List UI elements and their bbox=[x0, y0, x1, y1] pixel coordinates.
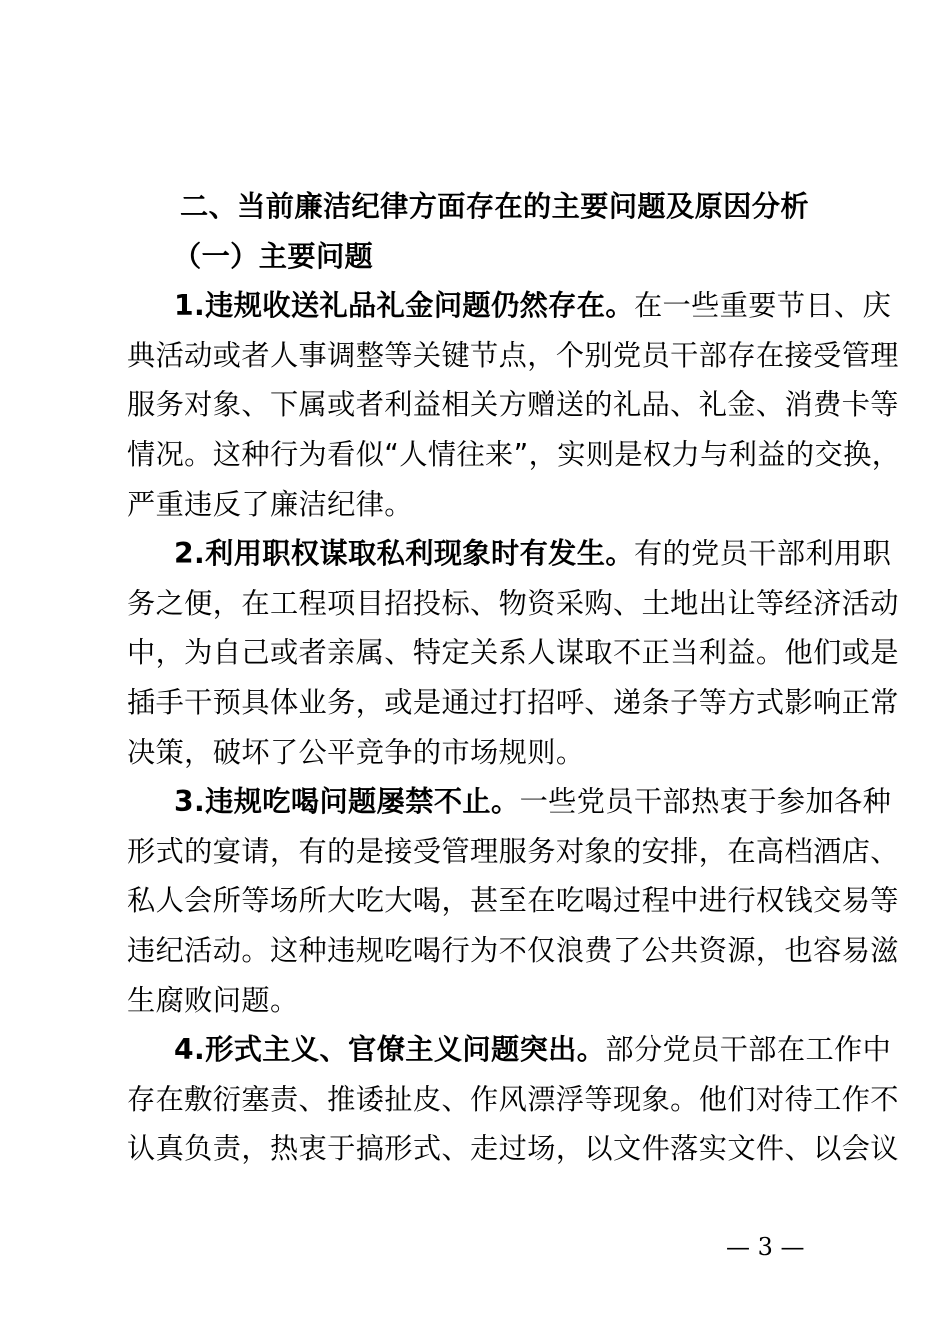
paragraph-line: 插手干预具体业务，或是通过打招呼、递条子等方式影响正常 bbox=[127, 685, 899, 719]
paragraph-line: 服务对象、下属或者利益相关方赠送的礼品、礼金、消费卡等 bbox=[127, 388, 899, 422]
paragraph-lead: 2.利用职权谋取私利现象时有发生。 bbox=[174, 537, 634, 571]
paragraph-text: 有的党员干部利用职 bbox=[633, 537, 892, 571]
paragraph-line: 存在敷衍塞责、推诿扯皮、作风漂浮等现象。他们对待工作不 bbox=[127, 1082, 899, 1116]
section-heading: 二、当前廉洁纪律方面存在的主要问题及原因分析 bbox=[180, 190, 809, 223]
paragraph-line: 典活动或者人事调整等关键节点，个别党员干部存在接受管理 bbox=[127, 338, 899, 372]
paragraph-lead: 4.形式主义、官僚主义问题突出。 bbox=[174, 1033, 606, 1067]
paragraph-line: 私人会所等场所大吃大喝，甚至在吃喝过程中进行权钱交易等 bbox=[127, 884, 899, 918]
document-body bbox=[127, 182, 901, 1174]
paragraph-first-line bbox=[127, 281, 892, 331]
paragraph-lead: 1.违规收送礼品礼金问题仍然存在。 bbox=[174, 289, 634, 323]
paragraph-line: 务之便，在工程项目招投标、物资采购、土地出让等经济活动 bbox=[127, 586, 899, 620]
paragraph-first-line bbox=[127, 529, 892, 579]
paragraph-line: 生腐败问题。 bbox=[127, 983, 299, 1017]
paragraph-text: 部分党员干部在工作中 bbox=[605, 1033, 892, 1067]
subsection-heading: （一）主要问题 bbox=[173, 239, 374, 273]
paragraph-lead: 3.违规吃喝问题屡禁不止。 bbox=[174, 785, 520, 819]
paragraph-line: 形式的宴请，有的是接受管理服务对象的安排，在高档酒店、 bbox=[127, 834, 899, 868]
paragraph-item-2 bbox=[127, 529, 899, 777]
paragraph-line: 情况。这种行为看似“人情往来”，实则是权力与利益的交换， bbox=[127, 437, 901, 471]
page-number: — 3 — bbox=[726, 1233, 805, 1261]
paragraph-line: 决策，破坏了公平竞争的市场规则。 bbox=[127, 735, 585, 769]
paragraph-item-1 bbox=[127, 281, 901, 529]
paragraph-first-line bbox=[127, 777, 892, 827]
paragraph-item-3 bbox=[127, 777, 899, 1025]
paragraph-line: 认真负责，热衷于搞形式、走过场，以文件落实文件、以会议 bbox=[127, 1132, 899, 1166]
paragraph-line: 中，为自己或者亲属、特定关系人谋取不正当利益。他们或是 bbox=[127, 636, 899, 670]
paragraph-text: 一些党员干部热衷于参加各种 bbox=[519, 785, 892, 819]
paragraph-line: 严重违反了廉洁纪律。 bbox=[127, 487, 413, 521]
paragraph-item-4 bbox=[127, 1025, 899, 1174]
paragraph-line: 违纪活动。这种违规吃喝行为不仅浪费了公共资源，也容易滋 bbox=[127, 933, 899, 967]
paragraph-text: 在一些重要节日、庆 bbox=[633, 289, 892, 323]
paragraph-first-line bbox=[127, 1025, 892, 1075]
